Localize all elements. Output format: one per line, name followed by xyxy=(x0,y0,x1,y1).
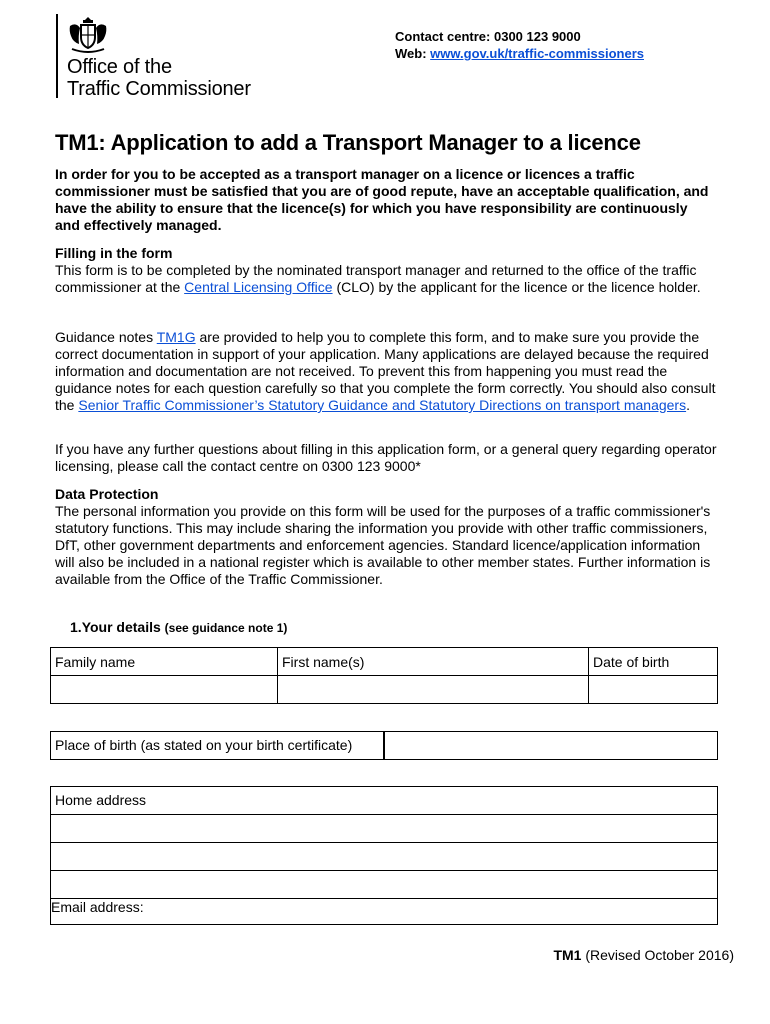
logo-divider xyxy=(56,14,58,98)
address-line-1-field[interactable] xyxy=(51,815,718,843)
address-line-3-field[interactable] xyxy=(51,871,718,899)
data-protection-heading: Data Protection xyxy=(55,486,159,502)
section-title: Your details xyxy=(81,619,161,635)
questions-paragraph: If you have any further questions about filling in this application form, or a general query regarding operator licensing, please call the contact centre on 0300 123 9000* xyxy=(55,441,717,474)
web-link[interactable]: www.gov.uk/traffic-commissioners xyxy=(430,46,644,61)
section-note: (see guidance note 1) xyxy=(164,621,288,635)
web-label: Web: xyxy=(395,46,427,61)
date-of-birth-label: Date of birth xyxy=(589,648,718,676)
family-name-field[interactable] xyxy=(51,676,278,704)
contact-number: 0300 123 9000 xyxy=(493,29,581,44)
guidance-text-3: . xyxy=(686,397,690,413)
first-names-field[interactable] xyxy=(278,676,589,704)
guidance-text-2: are provided to help you to complete this form, and to make sure you provide the correct documentation in support of your application. Many applications are delayed because the required information and documentation are not received. To prevent this from happening you must read the guidance notes for each question carefully so that you complete the form correctly. You should also consult the xyxy=(55,329,716,413)
section-1-heading xyxy=(70,619,287,635)
filling-text-after: (CLO) by the applicant for the licence or the licence holder. xyxy=(336,279,701,295)
filling-section xyxy=(55,245,720,296)
place-of-birth-label: Place of birth (as stated on your birth certificate) xyxy=(51,732,385,760)
data-protection-text: The personal information you provide on this form will be used for the purposes of a traffic commissioner's statutory functions. This may include sharing the information you provide with other traffic commissioners, DfT, other government departments and enforcement agencies. Standard licence/application information will also be included in a national register which is available to other member states. Further information is available from the Office of the Traffic Commissioner. xyxy=(55,503,711,587)
organisation-name xyxy=(67,56,251,100)
contact-label: Contact centre: xyxy=(395,29,491,44)
data-protection-section xyxy=(55,486,720,588)
statutory-guidance-link[interactable]: Senior Traffic Commissioner’s Statutory Guidance and Statutory Directions on transport managers xyxy=(78,397,687,413)
address-table xyxy=(50,786,718,925)
org-line-2: Traffic Commissioner xyxy=(67,78,251,100)
personal-details-table xyxy=(50,647,718,704)
form-footer xyxy=(553,947,734,963)
home-address-label: Home address xyxy=(51,787,718,815)
form-code: TM1 xyxy=(553,947,582,963)
email-address-label[interactable]: Email address: xyxy=(51,899,718,925)
guidance-text-1: Guidance notes xyxy=(55,329,154,345)
filling-text: This form is to be completed by the nominated transport manager and returned to the office of the traffic commissioner at the xyxy=(55,262,697,295)
clo-link[interactable]: Central Licensing Office xyxy=(184,279,333,295)
contact-block xyxy=(395,28,644,62)
family-name-label: Family name xyxy=(51,648,278,676)
filling-heading: Filling in the form xyxy=(55,245,173,261)
intro-text: In order for you to be accepted as a transport manager on a licence or licences a traffic commissioner must be satisfied that you are of good repute, have an acceptable qualification, and have the ability to ensure that the licence(s) for which you have responsibility are continuously and effectively managed. xyxy=(55,166,709,233)
form-revision: (Revised October 2016) xyxy=(585,947,734,963)
address-line-2-field[interactable] xyxy=(51,843,718,871)
date-of-birth-field[interactable] xyxy=(589,676,718,704)
section-number: 1. xyxy=(70,619,82,635)
place-of-birth-field[interactable] xyxy=(384,732,718,760)
place-of-birth-table xyxy=(50,731,718,760)
org-line-1: Office of the xyxy=(67,56,172,78)
royal-coat-of-arms-icon xyxy=(66,14,110,54)
tm1g-link[interactable]: TM1G xyxy=(156,329,196,345)
guidance-paragraph xyxy=(55,329,720,414)
page-title: TM1: Application to add a Transport Manager to a licence xyxy=(55,130,641,155)
first-names-label: First name(s) xyxy=(278,648,589,676)
